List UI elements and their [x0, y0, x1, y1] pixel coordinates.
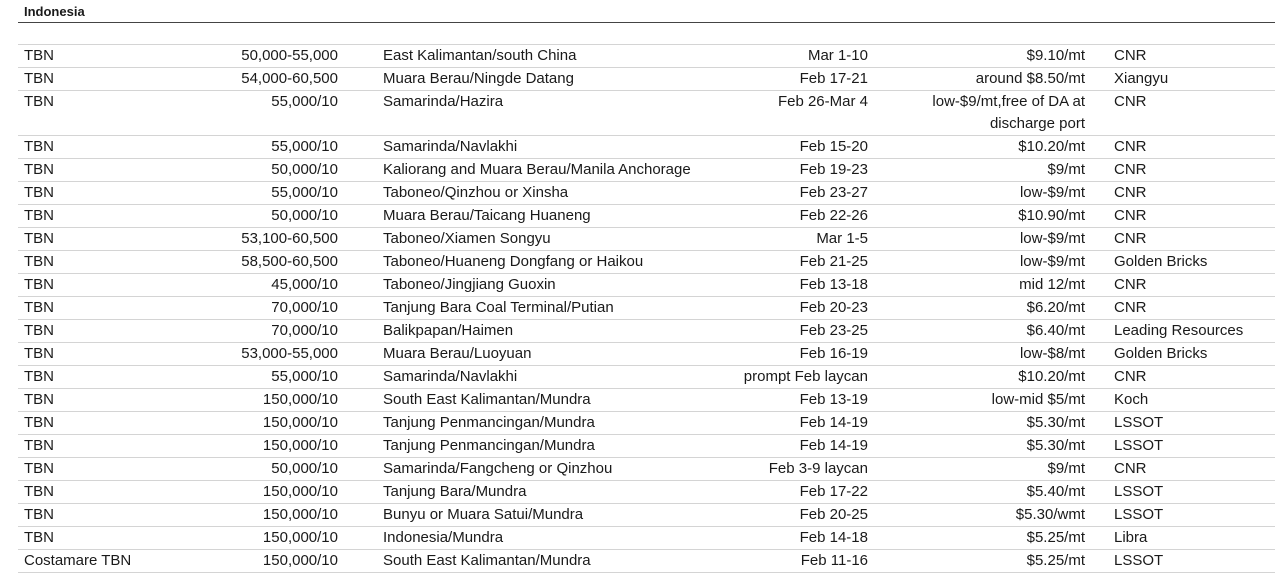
charterer-cell: Leading Resources	[1114, 322, 1244, 339]
size-cell: 55,000/10	[271, 93, 338, 110]
rate-cell: low-$8/mt	[1019, 345, 1085, 362]
charterer-cell: CNR	[1114, 93, 1147, 110]
rate-cell: $5.25/mt	[1026, 552, 1085, 569]
charterer-cell: CNR	[1114, 47, 1147, 64]
route-cell: Indonesia/Mundra	[383, 529, 504, 546]
route-cell: Balikpapan/Haimen	[383, 322, 514, 339]
charterer-cell: CNR	[1114, 368, 1147, 385]
table-row	[18, 182, 1275, 205]
laycan-cell: Feb 14-18	[799, 529, 868, 546]
laycan-cell: Feb 14-19	[799, 437, 868, 454]
size-cell: 70,000/10	[271, 299, 338, 316]
size-cell: 55,000/10	[271, 184, 338, 201]
vessel-cell: TBN	[24, 345, 54, 362]
route-cell: Tanjung Bara/Mundra	[383, 483, 527, 500]
route-cell: Muara Berau/Taicang Huaneng	[383, 207, 591, 224]
vessel-cell: TBN	[24, 368, 54, 385]
charterer-cell: LSSOT	[1114, 506, 1164, 523]
size-cell: 50,000/10	[271, 161, 338, 178]
route-cell: Muara Berau/Luoyuan	[383, 345, 532, 362]
table-row	[18, 527, 1275, 550]
charterer-cell: CNR	[1114, 276, 1147, 293]
route-cell: Samarinda/Navlakhi	[383, 138, 518, 155]
laycan-cell: Feb 26-Mar 4	[777, 93, 868, 110]
route-cell: East Kalimantan/south China	[383, 47, 577, 64]
vessel-cell: TBN	[24, 437, 54, 454]
size-cell: 58,500-60,500	[241, 253, 338, 270]
charterer-cell: Koch	[1114, 391, 1149, 408]
table-row	[18, 228, 1275, 251]
charterer-cell: LSSOT	[1114, 414, 1164, 431]
table-row	[18, 159, 1275, 182]
laycan-cell: Feb 20-23	[799, 299, 868, 316]
charterer-cell: Libra	[1114, 529, 1148, 546]
laycan-cell: Mar 1-10	[807, 47, 868, 64]
rate-cell: $10.90/mt	[1018, 207, 1085, 224]
table-row	[18, 91, 1275, 136]
charterer-cell: CNR	[1114, 184, 1147, 201]
rate-cell: $6.40/mt	[1026, 322, 1085, 339]
route-cell: Muara Berau/Ningde Datang	[383, 70, 574, 87]
vessel-cell: TBN	[24, 253, 54, 270]
vessel-cell: TBN	[24, 460, 54, 477]
size-cell: 150,000/10	[262, 529, 338, 546]
rate-cell: low-$9/mt	[1019, 253, 1085, 270]
vessel-cell: TBN	[24, 276, 54, 293]
size-cell: 150,000/10	[262, 391, 338, 408]
laycan-cell: Feb 23-25	[799, 322, 868, 339]
vessel-cell: TBN	[24, 299, 54, 316]
route-cell: Tanjung Bara Coal Terminal/Putian	[383, 299, 614, 316]
size-cell: 50,000/10	[271, 460, 338, 477]
rate-cell: low-mid $5/mt	[991, 391, 1085, 408]
charterer-cell: Golden Bricks	[1114, 253, 1208, 270]
route-cell: Kaliorang and Muara Berau/Manila Anchorage	[383, 161, 691, 178]
size-cell: 55,000/10	[271, 138, 338, 155]
vessel-cell: TBN	[24, 529, 54, 546]
size-cell: 150,000/10	[262, 506, 338, 523]
vessel-cell: TBN	[24, 207, 54, 224]
size-cell: 150,000/10	[262, 552, 338, 569]
route-cell: Taboneo/Jingjiang Guoxin	[383, 276, 556, 293]
charterer-cell: CNR	[1114, 161, 1147, 178]
rate-cell: around $8.50/mt	[975, 70, 1085, 87]
charterer-cell: LSSOT	[1114, 437, 1164, 454]
charterer-cell: CNR	[1114, 138, 1147, 155]
vessel-cell: TBN	[24, 230, 54, 247]
vessel-cell: TBN	[24, 391, 54, 408]
charterer-cell: Golden Bricks	[1114, 345, 1208, 362]
rate-cell: mid 12/mt	[1019, 276, 1085, 293]
route-cell: Taboneo/Qinzhou or Xinsha	[383, 184, 569, 201]
size-cell: 70,000/10	[271, 322, 338, 339]
table-row	[18, 251, 1275, 274]
rate-cell: $5.30/mt	[1026, 437, 1085, 454]
rate-cell: $6.20/mt	[1026, 299, 1085, 316]
laycan-cell: Feb 16-19	[799, 345, 868, 362]
laycan-cell: Feb 15-20	[799, 138, 868, 155]
table-row	[18, 274, 1275, 297]
table-row	[18, 205, 1275, 228]
route-cell: Samarinda/Fangcheng or Qinzhou	[383, 460, 613, 477]
rate-cell: $10.20/mt	[1018, 138, 1085, 155]
size-cell: 45,000/10	[271, 276, 338, 293]
fixtures-table	[18, 44, 1275, 573]
laycan-cell: Feb 17-21	[799, 70, 868, 87]
route-cell: Taboneo/Huaneng Dongfang or Haikou	[383, 253, 644, 270]
laycan-cell: Feb 21-25	[799, 253, 868, 270]
table-row	[18, 389, 1275, 412]
laycan-cell: Feb 13-19	[799, 391, 868, 408]
route-cell: Tanjung Penmancingan/Mundra	[383, 437, 595, 454]
charterer-cell: LSSOT	[1114, 483, 1164, 500]
vessel-cell: TBN	[24, 161, 54, 178]
table-row	[18, 320, 1275, 343]
rate-cell: low-$9/mt	[1019, 230, 1085, 247]
charterer-cell: CNR	[1114, 230, 1147, 247]
size-cell: 55,000/10	[271, 368, 338, 385]
vessel-cell: Costamare TBN	[24, 552, 132, 569]
laycan-cell: Feb 14-19	[799, 414, 868, 431]
vessel-cell: TBN	[24, 184, 54, 201]
charterer-cell: CNR	[1114, 207, 1147, 224]
rate-cell: $9.10/mt	[1026, 47, 1085, 64]
route-cell: South East Kalimantan/Mundra	[383, 552, 591, 569]
route-cell: Bunyu or Muara Satui/Mundra	[383, 506, 584, 523]
size-cell: 53,000-55,000	[241, 345, 338, 362]
table-row	[18, 68, 1275, 91]
table-row	[18, 136, 1275, 159]
vessel-cell: TBN	[24, 414, 54, 431]
table-row	[18, 458, 1275, 481]
rate-cell: $5.30/wmt	[1015, 506, 1085, 523]
table-row	[18, 412, 1275, 435]
rate-cell: $10.20/mt	[1018, 368, 1085, 385]
laycan-cell: Feb 19-23	[799, 161, 868, 178]
charterer-cell: Xiangyu	[1114, 70, 1169, 87]
size-cell: 53,100-60,500	[241, 230, 338, 247]
rate-cell: $5.40/mt	[1026, 483, 1085, 500]
vessel-cell: TBN	[24, 483, 54, 500]
vessel-cell: TBN	[24, 138, 54, 155]
route-cell: Taboneo/Xiamen Songyu	[383, 230, 551, 247]
table-row	[18, 343, 1275, 366]
table-row	[18, 550, 1275, 573]
rate-cell: $5.30/mt	[1026, 414, 1085, 431]
laycan-cell: Feb 17-22	[799, 483, 868, 500]
section-title: Indonesia	[24, 4, 85, 19]
size-cell: 150,000/10	[262, 483, 338, 500]
vessel-cell: TBN	[24, 322, 54, 339]
charterer-cell: CNR	[1114, 460, 1147, 477]
route-cell: Samarinda/Hazira	[383, 93, 504, 110]
size-cell: 50,000/10	[271, 207, 338, 224]
size-cell: 54,000-60,500	[241, 70, 338, 87]
laycan-cell: Mar 1-5	[816, 230, 868, 247]
rate-cell: low-$9/mt	[1019, 184, 1085, 201]
table-row	[18, 481, 1275, 504]
laycan-cell: Feb 22-26	[799, 207, 868, 224]
route-cell: Samarinda/Navlakhi	[383, 368, 518, 385]
rate-cell: $9/mt	[1047, 460, 1085, 477]
route-cell: Tanjung Penmancingan/Mundra	[383, 414, 595, 431]
route-cell: South East Kalimantan/Mundra	[383, 391, 591, 408]
size-cell: 150,000/10	[262, 437, 338, 454]
laycan-cell: Feb 3-9 laycan	[768, 460, 868, 477]
charterer-cell: CNR	[1114, 299, 1147, 316]
charterer-cell: LSSOT	[1114, 552, 1164, 569]
table-row	[18, 297, 1275, 320]
laycan-cell: Feb 23-27	[799, 184, 868, 201]
rate-cell: low-$9/mt,free of DA at discharge port	[932, 93, 1085, 132]
table-row	[18, 45, 1275, 68]
section-title-rule	[18, 22, 1275, 23]
laycan-cell: Feb 13-18	[799, 276, 868, 293]
laycan-cell: Feb 20-25	[799, 506, 868, 523]
table-row	[18, 366, 1275, 389]
vessel-cell: TBN	[24, 506, 54, 523]
size-cell: 150,000/10	[262, 414, 338, 431]
vessel-cell: TBN	[24, 93, 54, 110]
rate-cell: $5.25/mt	[1026, 529, 1085, 546]
size-cell: 50,000-55,000	[241, 47, 338, 64]
laycan-cell: prompt Feb laycan	[743, 368, 868, 385]
laycan-cell: Feb 11-16	[800, 552, 868, 569]
table-row	[18, 504, 1275, 527]
table-row	[18, 435, 1275, 458]
vessel-cell: TBN	[24, 47, 54, 64]
rate-cell: $9/mt	[1047, 161, 1085, 178]
vessel-cell: TBN	[24, 70, 54, 87]
